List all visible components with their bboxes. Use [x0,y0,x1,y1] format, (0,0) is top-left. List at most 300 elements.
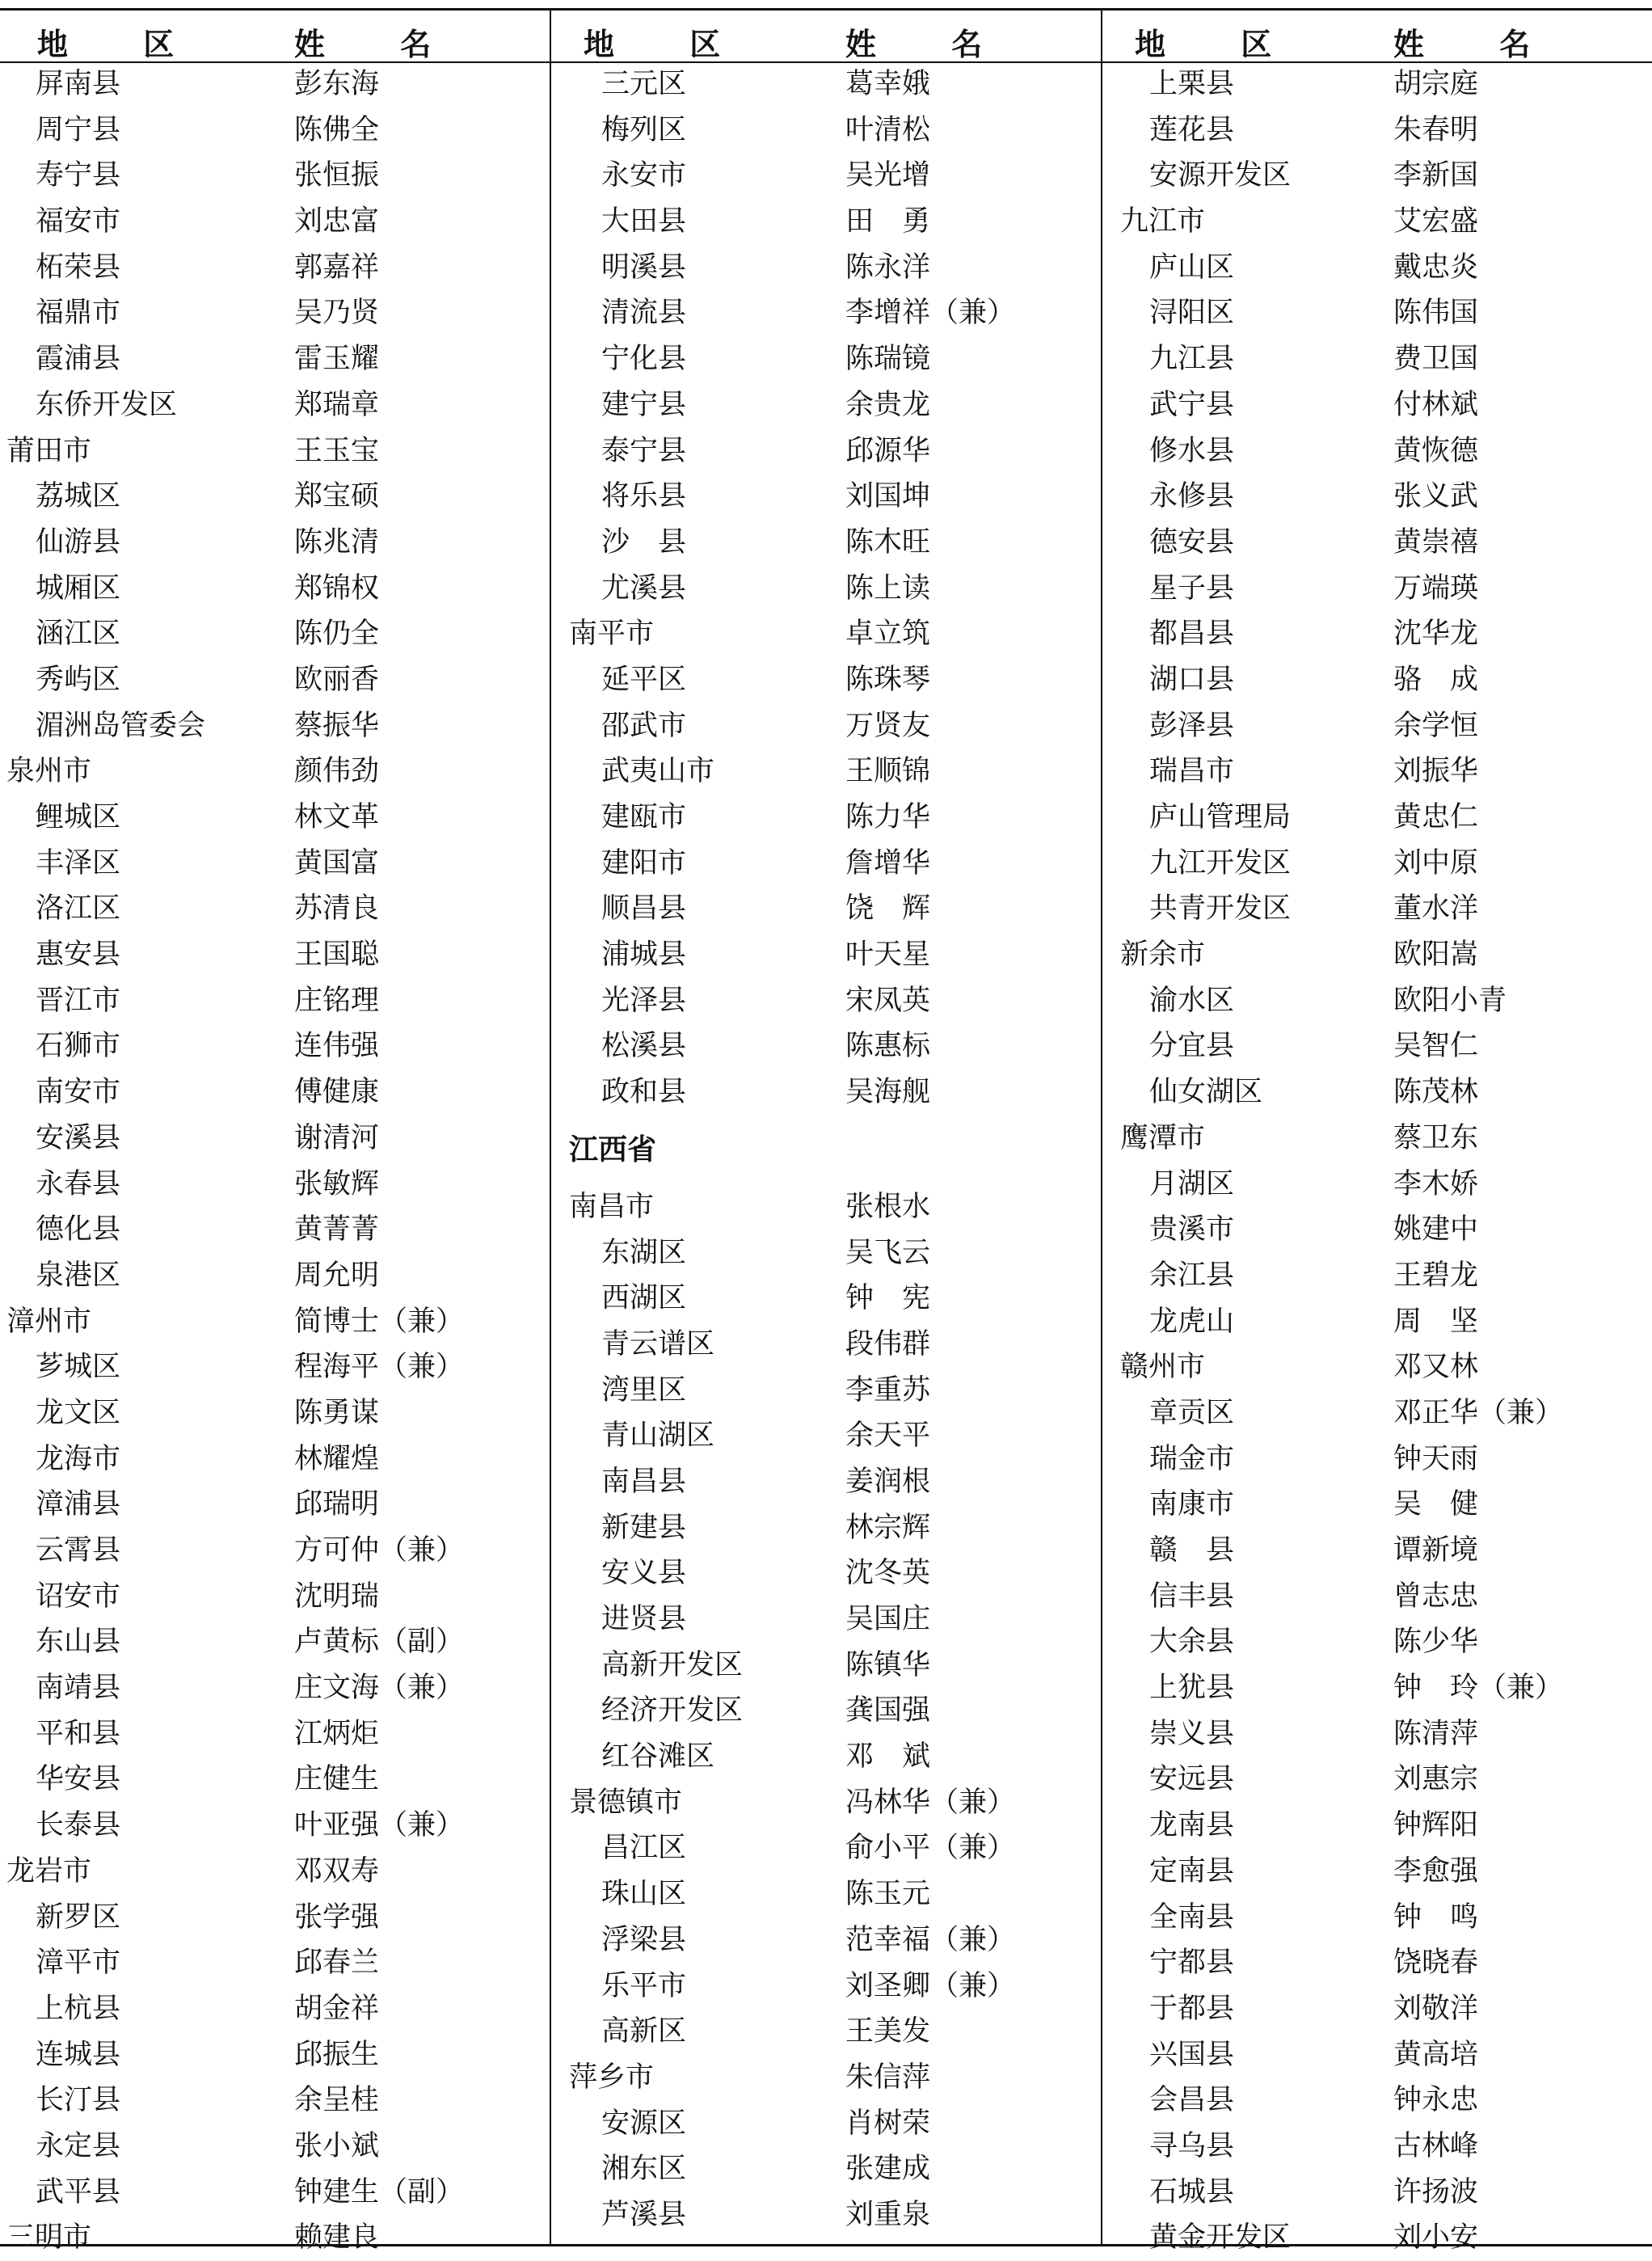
name-cell: 曾志忠 [1393,1580,1479,1613]
name-cell: 邓又林 [1393,1351,1479,1384]
region-cell: 平和县 [36,1717,121,1750]
name-cell: 付林斌 [1393,388,1479,421]
region-cell: 大余县 [1149,1626,1235,1659]
region-cell: 邵武市 [601,709,687,742]
name-cell: 艾宏盛 [1393,205,1479,238]
table-row [1102,290,1650,336]
table-row [551,703,1099,749]
region-cell: 都昌县 [1149,618,1235,651]
name-cell: 刘振华 [1393,755,1479,788]
region-cell: 瑞昌市 [1149,755,1235,788]
region-cell: 青山湖区 [601,1419,715,1453]
table-row [1102,520,1650,566]
table-column-2 [551,10,1099,2238]
table-row [1102,1162,1650,1208]
region-cell: 西湖区 [601,1282,687,1315]
table-row [551,611,1099,657]
table-row [551,199,1099,245]
name-cell: 钟 玲（兼） [1393,1672,1564,1705]
region-cell: 三明市 [6,2221,92,2255]
table-row [551,1734,1099,1780]
region-cell: 龙文区 [36,1396,121,1429]
region-cell: 城厢区 [36,572,121,605]
name-cell: 姜润根 [845,1465,931,1498]
table-row [0,1162,548,1208]
region-cell: 建宁县 [601,388,687,421]
table-row [0,108,548,154]
table-row [551,1413,1099,1459]
name-cell: 叶天星 [845,939,931,972]
name-cell: 郑锦权 [294,572,380,605]
name-cell: 陈勇谋 [294,1396,380,1429]
name-cell: 陈木旺 [845,525,931,559]
name-cell: 刘圣卿（兼） [845,1969,1016,2002]
name-cell: 王国聪 [294,939,380,972]
region-cell: 安源开发区 [1149,159,1292,192]
name-cell: 朱信萍 [845,2061,931,2094]
table-row [551,841,1099,887]
name-cell: 余天平 [845,1419,931,1453]
column-header [551,10,1099,61]
name-cell: 黄国富 [294,846,380,880]
table-row [0,1940,548,1986]
table-row [0,1528,548,1574]
name-cell: 刘重泉 [845,2198,931,2231]
province-heading [551,1116,1099,1184]
table-row [551,1368,1099,1414]
table-row [551,1184,1099,1230]
table-row [1102,199,1650,245]
table-row [551,474,1099,520]
region-cell: 星子县 [1149,572,1235,605]
name-cell: 庄文海（兼） [294,1672,465,1705]
name-cell: 吴飞云 [845,1236,931,1269]
region-cell: 南靖县 [36,1672,121,1705]
region-cell: 霞浦县 [36,343,121,376]
region-cell: 信丰县 [1149,1580,1235,1613]
name-cell: 吴海舰 [845,1076,931,1109]
name-cell: 陈茂林 [1393,1076,1479,1109]
name-cell: 邱源华 [845,434,931,467]
region-cell: 福安市 [36,205,121,238]
region-cell: 周宁县 [36,113,121,146]
table-row [1102,2170,1650,2216]
name-cell: 骆 成 [1393,663,1479,696]
name-cell: 刘中原 [1393,846,1479,880]
name-cell: 詹增华 [845,846,931,880]
region-cell: 仙女湖区 [1149,1076,1263,1109]
table-row [1102,1390,1650,1436]
name-cell: 彭东海 [294,68,380,100]
name-cell: 雷玉耀 [294,343,380,376]
region-cell: 石城县 [1149,2175,1235,2208]
region-cell: 湘东区 [601,2153,687,2186]
table-row [0,795,548,841]
region-cell: 浔阳区 [1149,297,1235,330]
region-cell: 安源区 [601,2107,687,2140]
name-cell: 钟 鸣 [1393,1900,1479,1934]
table-row [551,1459,1099,1505]
table-row [551,978,1099,1024]
table-row [0,978,548,1024]
region-header: 地 区 [37,26,207,62]
region-cell: 乐平市 [601,1969,687,2002]
name-cell: 陈力华 [845,801,931,833]
table-row [1102,336,1650,382]
table-row [1102,1069,1650,1116]
name-cell: 刘惠宗 [1393,1763,1479,1796]
region-cell: 芗城区 [36,1351,121,1384]
region-cell: 全南县 [1149,1900,1235,1934]
table-row [1102,657,1650,703]
name-cell: 简博士（兼） [294,1305,465,1338]
region-cell: 漳州市 [6,1305,92,1338]
table-row [551,382,1099,428]
name-cell: 冯林华（兼） [845,1786,1016,1819]
table-row [0,1207,548,1253]
region-cell: 荔城区 [36,480,121,513]
name-cell: 王碧龙 [1393,1259,1479,1292]
name-cell: 张小斌 [294,2129,380,2162]
name-cell: 胡金祥 [294,1992,380,2025]
region-cell: 龙海市 [36,1442,121,1475]
region-cell: 鹰潭市 [1120,1121,1206,1154]
name-cell: 张根水 [845,1190,931,1223]
name-cell: 吴国庄 [845,1603,931,1635]
name-cell: 邓 斌 [845,1740,931,1774]
region-cell: 高新区 [601,2015,687,2048]
table-row [551,1643,1099,1689]
name-cell: 古林峰 [1393,2129,1479,2162]
table-row [1102,841,1650,887]
region-cell: 永定县 [36,2129,121,2162]
column-header [0,10,548,61]
region-cell: 余江县 [1149,1259,1235,1292]
region-cell: 庐山区 [1149,251,1235,284]
table-column-1 [0,10,548,2261]
name-cell: 姚建中 [1393,1213,1479,1247]
table-row [551,2009,1099,2055]
region-cell: 武平县 [36,2175,121,2208]
region-cell: 莲花县 [1149,113,1235,146]
region-cell: 黄金开发区 [1149,2221,1292,2255]
table-row [1102,1116,1650,1162]
region-cell: 漳浦县 [36,1488,121,1521]
region-cell: 梅列区 [601,113,687,146]
region-cell: 崇义县 [1149,1717,1235,1750]
name-cell: 王玉宝 [294,434,380,467]
table-row [0,1665,548,1711]
name-cell: 周允明 [294,1259,380,1292]
region-cell: 泉港区 [36,1259,121,1292]
region-cell: 经济开发区 [601,1694,744,1727]
name-cell: 王顺锦 [845,755,931,788]
table-row [551,1322,1099,1368]
name-cell: 黄恢德 [1393,434,1479,467]
table-row [0,749,548,795]
table-row [551,795,1099,841]
region-cell: 东侨开发区 [36,388,178,421]
table-row [551,1023,1099,1069]
region-cell: 上栗县 [1149,68,1235,100]
name-cell: 陈仍全 [294,618,380,651]
name-cell: 林宗辉 [845,1511,931,1544]
region-cell: 贵溪市 [1149,1213,1235,1247]
name-cell: 戴忠炎 [1393,251,1479,284]
name-cell: 钟天雨 [1393,1442,1479,1475]
region-cell: 泉州市 [6,755,92,788]
table-row [0,1253,548,1299]
region-cell: 南昌县 [601,1465,687,1498]
region-cell: 南昌市 [569,1190,655,1223]
table-row [1102,566,1650,612]
name-cell: 李新国 [1393,159,1479,192]
name-cell: 龚国强 [845,1694,931,1727]
table-row [1102,1574,1650,1620]
table-row [0,2078,548,2124]
name-cell: 范幸福（兼） [845,1923,1016,1956]
name-cell: 周 坚 [1393,1305,1479,1338]
table-row [1102,382,1650,428]
name-cell: 苏清良 [294,892,380,926]
region-cell: 光泽县 [601,984,687,1017]
name-cell: 连伟强 [294,1030,380,1063]
region-cell: 珠山区 [601,1878,687,1911]
region-cell: 共青开发区 [1149,892,1292,926]
region-cell: 涵江区 [36,618,121,651]
region-cell: 九江开发区 [1149,846,1292,880]
name-cell: 谭新境 [1393,1534,1479,1567]
name-header: 姓 名 [1393,26,1563,62]
name-cell: 刘小安 [1393,2221,1479,2255]
name-cell: 李愈强 [1393,1854,1479,1888]
region-cell: 永春县 [36,1167,121,1200]
name-cell: 刘忠富 [294,205,380,238]
region-cell: 兴国县 [1149,2038,1235,2071]
region-cell: 南平市 [569,618,655,651]
region-cell: 分宜县 [1149,1030,1235,1063]
table-row [1102,474,1650,520]
name-cell: 陈清萍 [1393,1717,1479,1750]
region-cell: 延平区 [601,663,687,696]
name-cell: 余学恒 [1393,709,1479,742]
table-row [1102,1482,1650,1528]
region-cell: 龙虎山 [1149,1305,1235,1338]
region-cell: 浮梁县 [601,1923,687,1956]
region-cell: 上犹县 [1149,1672,1235,1705]
table-row [551,2055,1099,2101]
region-cell: 寻乌县 [1149,2129,1235,2162]
table-row [0,886,548,932]
table-row [0,290,548,336]
region-cell: 晋江市 [36,984,121,1017]
region-cell: 建阳市 [601,846,687,880]
table-row [0,245,548,291]
table-row [1102,61,1650,108]
table-row [0,61,548,108]
region-cell: 庐山管理局 [1149,801,1292,833]
table-row [0,1069,548,1116]
table-row [551,153,1099,199]
name-cell: 张恒振 [294,159,380,192]
table-row [0,2170,548,2216]
table-row [0,611,548,657]
table-row [551,1688,1099,1734]
region-cell: 东湖区 [601,1236,687,1269]
name-cell: 张义武 [1393,480,1479,513]
name-cell: 蔡卫东 [1393,1121,1479,1154]
name-cell: 林耀煌 [294,1442,380,1475]
name-cell: 陈伟国 [1393,297,1479,330]
table-row [1102,1344,1650,1390]
region-cell: 沙 县 [601,525,687,559]
table-row [1102,2078,1650,2124]
name-cell: 吴乃贤 [294,297,380,330]
table-row [0,1757,548,1803]
name-cell: 邓双寿 [294,1854,380,1888]
region-cell: 安义县 [601,1557,687,1590]
region-cell: 鲤城区 [36,801,121,833]
name-cell: 庄健生 [294,1763,380,1796]
table-row [1102,932,1650,978]
region-cell: 红谷滩区 [601,1740,715,1774]
name-cell: 卢黄标（副） [294,1626,465,1659]
name-cell: 万贤友 [845,709,931,742]
region-cell: 泰宁县 [601,434,687,467]
region-cell: 德安县 [1149,525,1235,559]
region-cell: 安远县 [1149,1763,1235,1796]
region-cell: 仙游县 [36,525,121,559]
table-row [551,520,1099,566]
table-row [1102,1023,1650,1069]
region-cell: 月湖区 [1149,1167,1235,1200]
table-row [551,2192,1099,2238]
name-cell: 黄崇禧 [1393,525,1479,559]
name-cell: 邱春兰 [294,1947,380,1980]
region-cell: 永修县 [1149,480,1235,513]
region-cell: 石狮市 [36,1030,121,1063]
region-cell: 柘荣县 [36,251,121,284]
name-cell: 饶 辉 [845,892,931,926]
region-cell: 诏安市 [36,1580,121,1613]
name-cell: 欧丽香 [294,663,380,696]
table-row [0,1023,548,1069]
name-cell: 饶晓春 [1393,1947,1479,1980]
table-row [0,2124,548,2170]
name-cell: 张学强 [294,1900,380,1934]
name-cell: 余贵龙 [845,388,931,421]
name-cell: 程海平（兼） [294,1351,465,1384]
name-cell: 黄忠仁 [1393,801,1479,833]
region-cell: 定南县 [1149,1854,1235,1888]
name-cell: 欧阳小青 [1393,984,1507,1017]
name-cell: 刘国坤 [845,480,931,513]
name-cell: 陈惠标 [845,1030,931,1063]
region-cell: 建瓯市 [601,801,687,833]
table-row [551,1230,1099,1276]
name-cell: 张敏辉 [294,1167,380,1200]
region-cell: 屏南县 [36,68,121,100]
region-cell: 湖口县 [1149,663,1235,696]
region-cell: 宁化县 [601,343,687,376]
table-row [0,474,548,520]
table-row [1102,2032,1650,2078]
table-row [551,932,1099,978]
table-row [1102,749,1650,795]
name-cell: 陈镇华 [845,1648,931,1681]
region-cell: 赣 县 [1149,1534,1235,1567]
name-cell: 钟建生（副） [294,2175,465,2208]
table-row [1102,1711,1650,1757]
table-row [551,1276,1099,1322]
name-cell: 肖树荣 [845,2107,931,2140]
table-row [0,2032,548,2078]
table-row [0,2215,548,2261]
region-cell: 武夷山市 [601,755,715,788]
region-cell: 长泰县 [36,1809,121,1842]
name-cell: 朱春明 [1393,113,1479,146]
name-cell: 陈佛全 [294,113,380,146]
name-cell: 谢清河 [294,1121,380,1154]
table-row [1102,1849,1650,1895]
table-row [551,566,1099,612]
region-cell: 彭泽县 [1149,709,1235,742]
region-cell: 龙岩市 [6,1854,92,1888]
region-cell: 章贡区 [1149,1396,1235,1429]
name-cell: 田 勇 [845,205,931,238]
region-cell: 进贤县 [601,1603,687,1635]
region-cell: 长汀县 [36,2084,121,2117]
region-cell: 芦溪县 [601,2198,687,2231]
region-cell: 惠安县 [36,939,121,972]
name-cell: 邓正华（兼） [1393,1396,1564,1429]
table-row [0,1803,548,1849]
table-row [551,1069,1099,1116]
table-row [1102,108,1650,154]
name-cell: 李木娇 [1393,1167,1479,1200]
region-cell: 上杭县 [36,1992,121,2025]
table-row [0,1390,548,1436]
region-cell: 顺昌县 [601,892,687,926]
name-cell: 张建成 [845,2153,931,2186]
region-cell: 九江县 [1149,343,1235,376]
name-cell: 葛幸娥 [845,68,931,100]
region-cell: 莆田市 [6,434,92,467]
name-cell: 吴光增 [845,159,931,192]
region-cell: 永安市 [601,159,687,192]
table-row [1102,1207,1650,1253]
name-cell: 刘敬洋 [1393,1992,1479,2025]
table-row [1102,795,1650,841]
table-row [1102,2215,1650,2261]
table-row [1102,1665,1650,1711]
rows [551,61,1099,2238]
region-cell: 南安市 [36,1076,121,1109]
region-cell: 萍乡市 [569,2061,655,2094]
table-row [551,1597,1099,1643]
name-cell: 钟辉阳 [1393,1809,1479,1842]
rows [1102,61,1650,2261]
table-row [1102,428,1650,475]
table-row [0,428,548,475]
table-column-3 [1102,10,1650,2261]
name-cell: 陈兆清 [294,525,380,559]
region-cell: 湾里区 [601,1373,687,1407]
table-row [551,245,1099,291]
name-cell: 陈玉元 [845,1878,931,1911]
name-cell: 陈少华 [1393,1626,1479,1659]
table-row [551,290,1099,336]
